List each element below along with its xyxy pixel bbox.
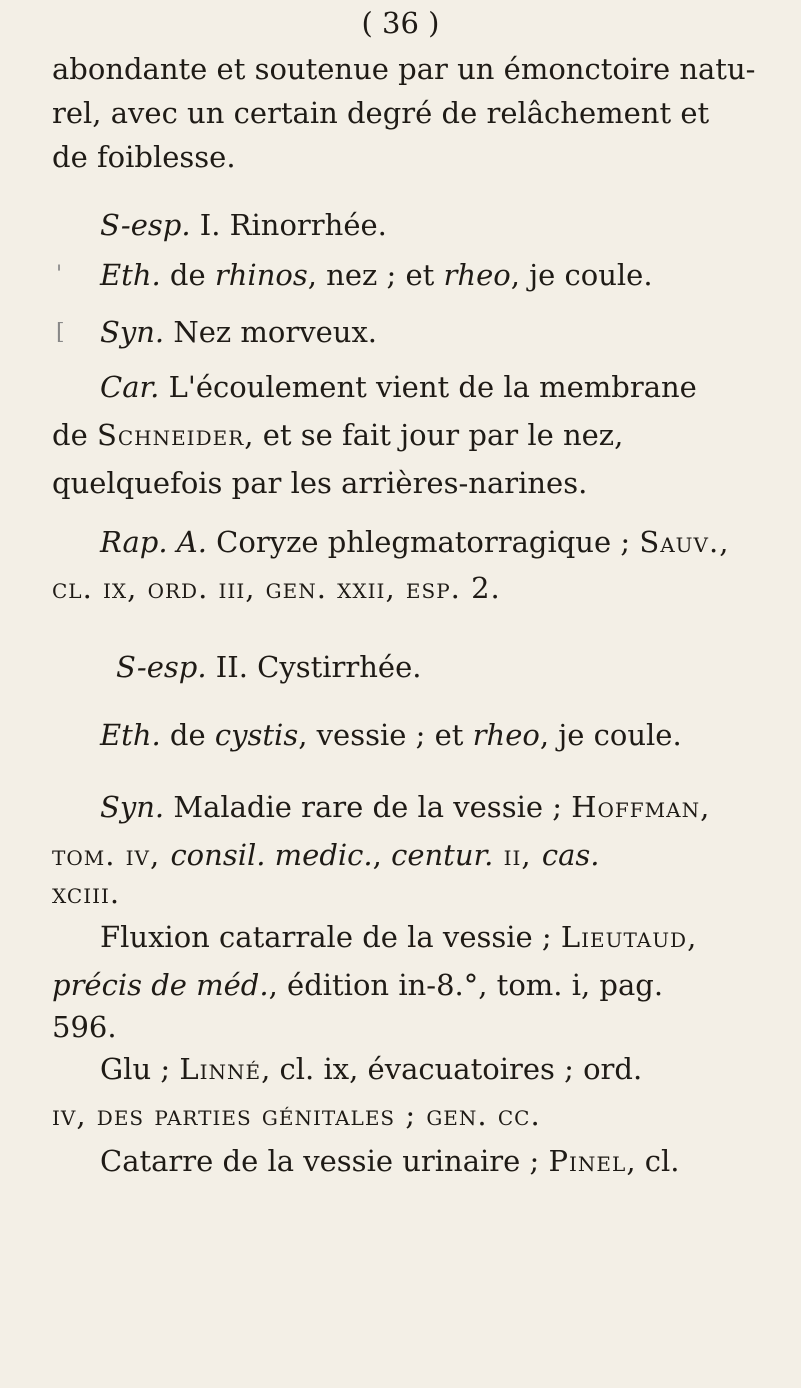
character-line-3: quelquefois par les arrières-narines. xyxy=(52,466,588,500)
synonym-line-5: Fluxion catarrale de la vessie ; Lieutaud, xyxy=(100,920,697,954)
rapport-line: Rap. A. Coryze phlegmatorragique ; Sauv., xyxy=(100,525,729,559)
synonym-line-4: xciii. xyxy=(52,876,121,910)
character-line: Car. L'écoulement vient de la membrane xyxy=(100,370,697,404)
text-line-1: abondante et soutenue par un émonctoire natu- xyxy=(52,52,756,86)
synonym-line-6: précis de méd., édition in-8.°, tom. i, pag. xyxy=(52,968,664,1002)
synonym-line-9: iv, des parties génitales ; gen. cc. xyxy=(52,1098,541,1132)
page-number: ( 36 ) xyxy=(361,6,440,40)
synonym-line-2: Syn. Maladie rare de la vessie ; Hoffman, xyxy=(100,790,710,824)
synonym-line-8: Glu ; Linné, cl. ix, évacuatoires ; ord. xyxy=(100,1052,643,1086)
text-line-3: de foiblesse. xyxy=(52,140,236,174)
etymology-line-1: Eth. de rhinos, nez ; et rheo, je coule. xyxy=(100,258,653,292)
margin-bracket: [ xyxy=(56,320,65,345)
character-line-2: de Schneider, et se fait jour par le nez, xyxy=(52,418,624,452)
synonym-line-3: tom. iv, consil. medic., centur. ii, cas. xyxy=(52,838,600,872)
etymology-line-2: Eth. de cystis, vessie ; et rheo, je coule. xyxy=(100,718,682,752)
text-line-2: rel, avec un certain degré de relâchement et xyxy=(52,96,710,130)
synonym-line-7: 596. xyxy=(52,1010,117,1044)
rapport-line-2: cl. ix, ord. iii, gen. xxii, esp. 2. xyxy=(52,571,501,605)
margin-mark: ' xyxy=(56,262,63,287)
subspecies-heading-1: S-esp. I. Rinorrhée. xyxy=(100,208,387,242)
synonym-line-1: Syn. Nez morveux. xyxy=(100,315,378,349)
synonym-line-10: Catarre de la vessie urinaire ; Pinel, cl. xyxy=(100,1144,680,1178)
subspecies-heading-2: S-esp. II. Cystirrhée. xyxy=(116,650,422,684)
